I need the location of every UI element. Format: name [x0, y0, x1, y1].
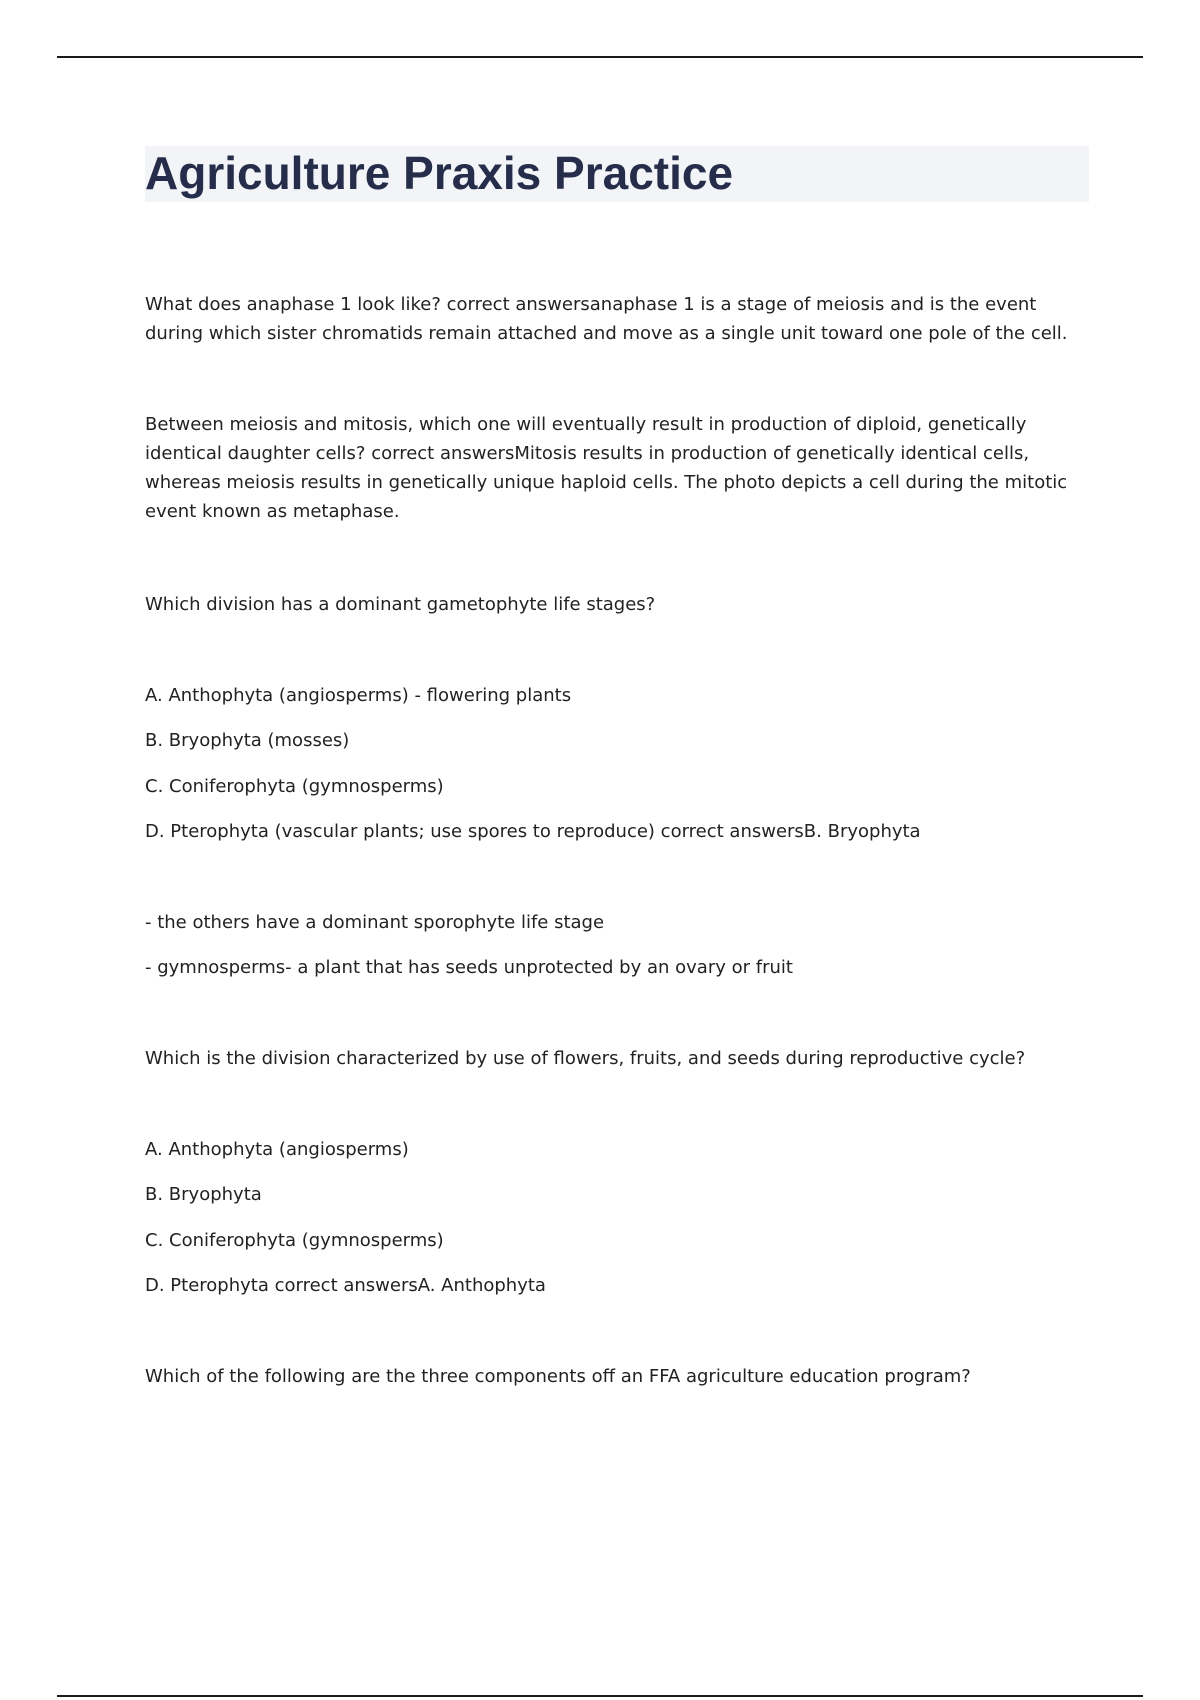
- option-a: A. Anthophyta (angiosperms) - flowering plants: [145, 685, 572, 706]
- question-meiosis-mitosis: Between meiosis and mitosis, which one will eventually result in production of diploid, genetically identical daughter cells? correct answersMitosis results in production of genetically identical cells, whereas meiosis results in genetically unique haploid cells. The photo depicts a cell during the mitotic event known as metaphase.: [145, 414, 1068, 522]
- question-ffa: Which of the following are the three components off an FFA agriculture education program?: [145, 1366, 971, 1387]
- note-item: - gymnosperms- a plant that has seeds unprotected by an ovary or fruit: [145, 957, 793, 978]
- option-d: D. Pterophyta correct answersA. Anthophyta: [145, 1275, 546, 1296]
- option-c: C. Coniferophyta (gymnosperms): [145, 776, 444, 797]
- footer-rule: [57, 1695, 1143, 1697]
- option-d: D. Pterophyta (vascular plants; use spores to reproduce) correct answersB. Bryophyta: [145, 821, 921, 842]
- question-flowers: Which is the division characterized by use of flowers, fruits, and seeds during reproductive cycle?: [145, 1048, 1026, 1069]
- option-a: A. Anthophyta (angiosperms): [145, 1139, 409, 1160]
- header-rule: [57, 56, 1143, 58]
- option-b: B. Bryophyta (mosses): [145, 730, 350, 751]
- question-anaphase: What does anaphase 1 look like? correct answersanaphase 1 is a stage of meiosis and is the event during which sister chromatids remain attached and move as a single unit toward one pole of the cell.: [145, 294, 1068, 344]
- note-item: - the others have a dominant sporophyte life stage: [145, 912, 605, 933]
- option-b: B. Bryophyta: [145, 1184, 262, 1205]
- option-c: C. Coniferophyta (gymnosperms): [145, 1230, 444, 1251]
- question-gametophyte: Which division has a dominant gametophyte life stages?: [145, 594, 656, 615]
- document-title: Agriculture Praxis Practice: [145, 147, 734, 199]
